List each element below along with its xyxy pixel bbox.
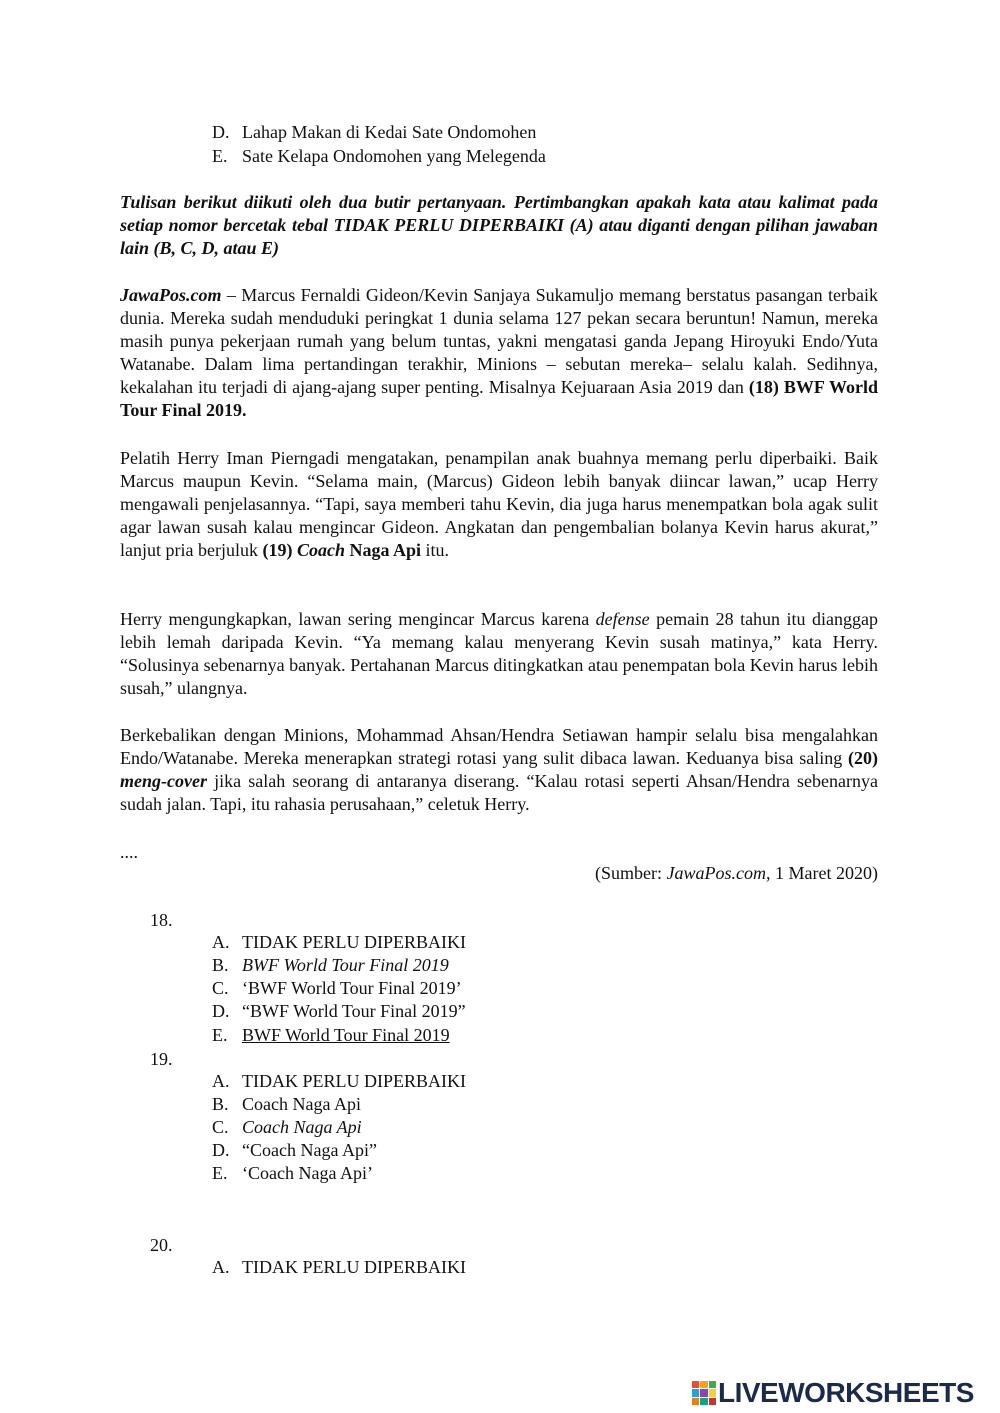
liveworksheets-mark-icon	[692, 1381, 716, 1405]
option-text: TIDAK PERLU DIPERBAIKI	[242, 932, 466, 952]
paragraph-text: Herry mengungkapkan, lawan sering mengincar Marcus karena	[120, 609, 596, 629]
marked-number-20: (20)	[848, 748, 878, 768]
logo-mark-square	[692, 1381, 699, 1388]
article-source-name: JawaPos.com	[120, 285, 222, 305]
option-letter: A.	[212, 1071, 230, 1091]
paragraph-text: – Marcus Fernaldi Gideon/Kevin Sanjaya Sukamuljo memang berstatus pasangan terbaik dunia. Mereka sudah menduduki peringkat 1 dunia selama 127 pekan secara beruntun! Namun, mereka masih punya pekerjaan rumah yang belum tuntas, yakni mengatasi ganda Jepang Hiroyuki Endo/Yuta Watanabe. Dalam lima pertandingan terakhir, Minions – sebutan mereka– selalu kalah. Sedihnya, kekalahan itu terjadi di ajang-ajang super penting. Misalnya Kejuaraan Asia 2019 dan	[120, 285, 878, 397]
marked-phrase-19-italic: Coach	[296, 540, 345, 560]
marked-phrase-20: meng-cover	[120, 771, 207, 791]
option-letter: B.	[212, 1094, 229, 1114]
option-letter: C.	[212, 1117, 229, 1137]
logo-mark-square	[709, 1398, 716, 1405]
source-citation	[595, 862, 878, 885]
logo-mark-square	[700, 1398, 707, 1405]
italic-term: defense	[595, 609, 650, 629]
option-letter: D.	[212, 122, 230, 142]
logo-mark-square	[692, 1389, 699, 1396]
option-letter: E.	[212, 1025, 228, 1045]
option-letter: D.	[212, 1140, 230, 1160]
question-number-19: 19.	[150, 1049, 173, 1069]
option-text: Lahap Makan di Kedai Sate Ondomohen	[242, 122, 537, 142]
article-paragraph-2	[120, 447, 878, 562]
q19-option-b[interactable]	[212, 1093, 361, 1116]
logo-mark-square	[709, 1381, 716, 1388]
option-text: BWF World Tour Final 2019	[242, 1025, 450, 1045]
option-text: ‘BWF World Tour Final 2019’	[242, 978, 462, 998]
logo-mark-square	[692, 1398, 699, 1405]
paragraph-tail: itu.	[421, 540, 450, 560]
q19-option-e[interactable]	[212, 1162, 373, 1185]
q20-option-a[interactable]	[212, 1256, 466, 1279]
logo-mark-square	[700, 1381, 707, 1388]
option-text: “Coach Naga Api”	[242, 1140, 377, 1160]
option-text: ‘Coach Naga Api’	[242, 1163, 373, 1183]
q18-option-e[interactable]	[212, 1024, 450, 1047]
option-letter: E.	[212, 146, 228, 166]
citation-date: 1 Maret 2020)	[770, 863, 878, 883]
option-text: “BWF World Tour Final 2019”	[242, 1001, 466, 1021]
q18-option-b[interactable]	[212, 954, 449, 977]
logo-mark-square	[700, 1389, 707, 1396]
paragraph-text: Berkebalikan dengan Minions, Mohammad Ahsan/Hendra Setiawan hampir selalu bisa mengalahkan Endo/Watanabe. Mereka menerapkan strategi rotasi yang sulit dibaca lawan. Keduanya bisa saling	[120, 725, 878, 768]
paragraph-text: pemain 28 tahun itu dianggap lebih lemah daripada Kevin. “Ya memang kalau menyerang Kevin susah matinya,” kata Herry. “Solusinya sebenarnya banyak. Pertahanan Marcus ditingkatkan atau penempatan bola Kevin harus lebih susah,” ulangnya.	[120, 609, 878, 698]
marked-phrase-19-rest: Naga Api	[344, 540, 422, 560]
q19-option-c[interactable]	[212, 1116, 362, 1139]
paragraph-text: jika salah seorang di antaranya diserang. “Kalau rotasi seperti Ahsan/Hendra sebenarnya sudah jalan. Tapi, itu rahasia perusahaan,” celetuk Herry.	[120, 771, 878, 814]
article-paragraph-3	[120, 608, 878, 700]
article-paragraph-4	[120, 724, 878, 816]
option-letter: A.	[212, 932, 230, 952]
option-text: BWF World Tour Final 2019	[242, 955, 449, 975]
option-text: Sate Kelapa Ondomohen yang Melegenda	[242, 146, 546, 166]
logo-mark-square	[709, 1389, 716, 1396]
q19-option-a[interactable]	[212, 1070, 466, 1093]
option-text: Coach Naga Api	[242, 1094, 361, 1114]
option-letter: D.	[212, 1001, 230, 1021]
option-letter: E.	[212, 1163, 228, 1183]
marked-phrase-18: (18) BWF World Tour Final 2019.	[120, 377, 878, 420]
liveworksheets-logo[interactable]	[692, 1378, 974, 1408]
option-text: TIDAK PERLU DIPERBAIKI	[242, 1257, 466, 1277]
question-number-20: 20.	[150, 1235, 173, 1255]
option-text: Coach Naga Api	[242, 1117, 362, 1137]
q18-option-d[interactable]	[212, 1000, 466, 1023]
citation-prefix: (Sumber:	[595, 863, 667, 883]
prev-option-d[interactable]	[212, 121, 536, 144]
option-letter: B.	[212, 955, 229, 975]
question-number-18: 18.	[150, 910, 173, 930]
article-paragraph-1	[120, 284, 878, 422]
paragraph-text: Pelatih Herry Iman Pierngadi mengatakan, penampilan anak buahnya memang perlu diperbaiki. Baik Marcus maupun Kevin. “Selama main, (Marcus) Gideon lebih banyak diincar lawan,” ucap Herry mengawali penjelasannya. “Tapi, saya memberi tahu Kevin, dia juga harus menempatkan bola agak sulit agar lawan susah kalau mengincar Gideon. Angkatan dan pengembalian bolanya Kevin harus akurat,” lanjut pria berjuluk	[120, 448, 878, 560]
ellipsis: ....	[120, 842, 138, 862]
marked-number-19: (19)	[262, 540, 297, 560]
brand-name: LIVEWORKSHEETS	[718, 1377, 974, 1408]
prev-option-e[interactable]	[212, 145, 546, 168]
q19-option-d[interactable]	[212, 1139, 377, 1162]
option-letter: A.	[212, 1257, 230, 1277]
option-letter: C.	[212, 978, 229, 998]
q18-option-a[interactable]	[212, 931, 466, 954]
q18-option-c[interactable]	[212, 977, 462, 1000]
instruction-text: Tulisan berikut diikuti oleh dua butir pertanyaan. Pertimbangkan apakah kata atau kalimat pada setiap nomor bercetak tebal TIDAK PERLU DIPERBAIKI (A) atau diganti dengan pilihan jawaban lain (B, C, D, atau E)	[120, 192, 878, 258]
option-text: TIDAK PERLU DIPERBAIKI	[242, 1071, 466, 1091]
citation-site: JawaPos.com,	[666, 863, 771, 883]
